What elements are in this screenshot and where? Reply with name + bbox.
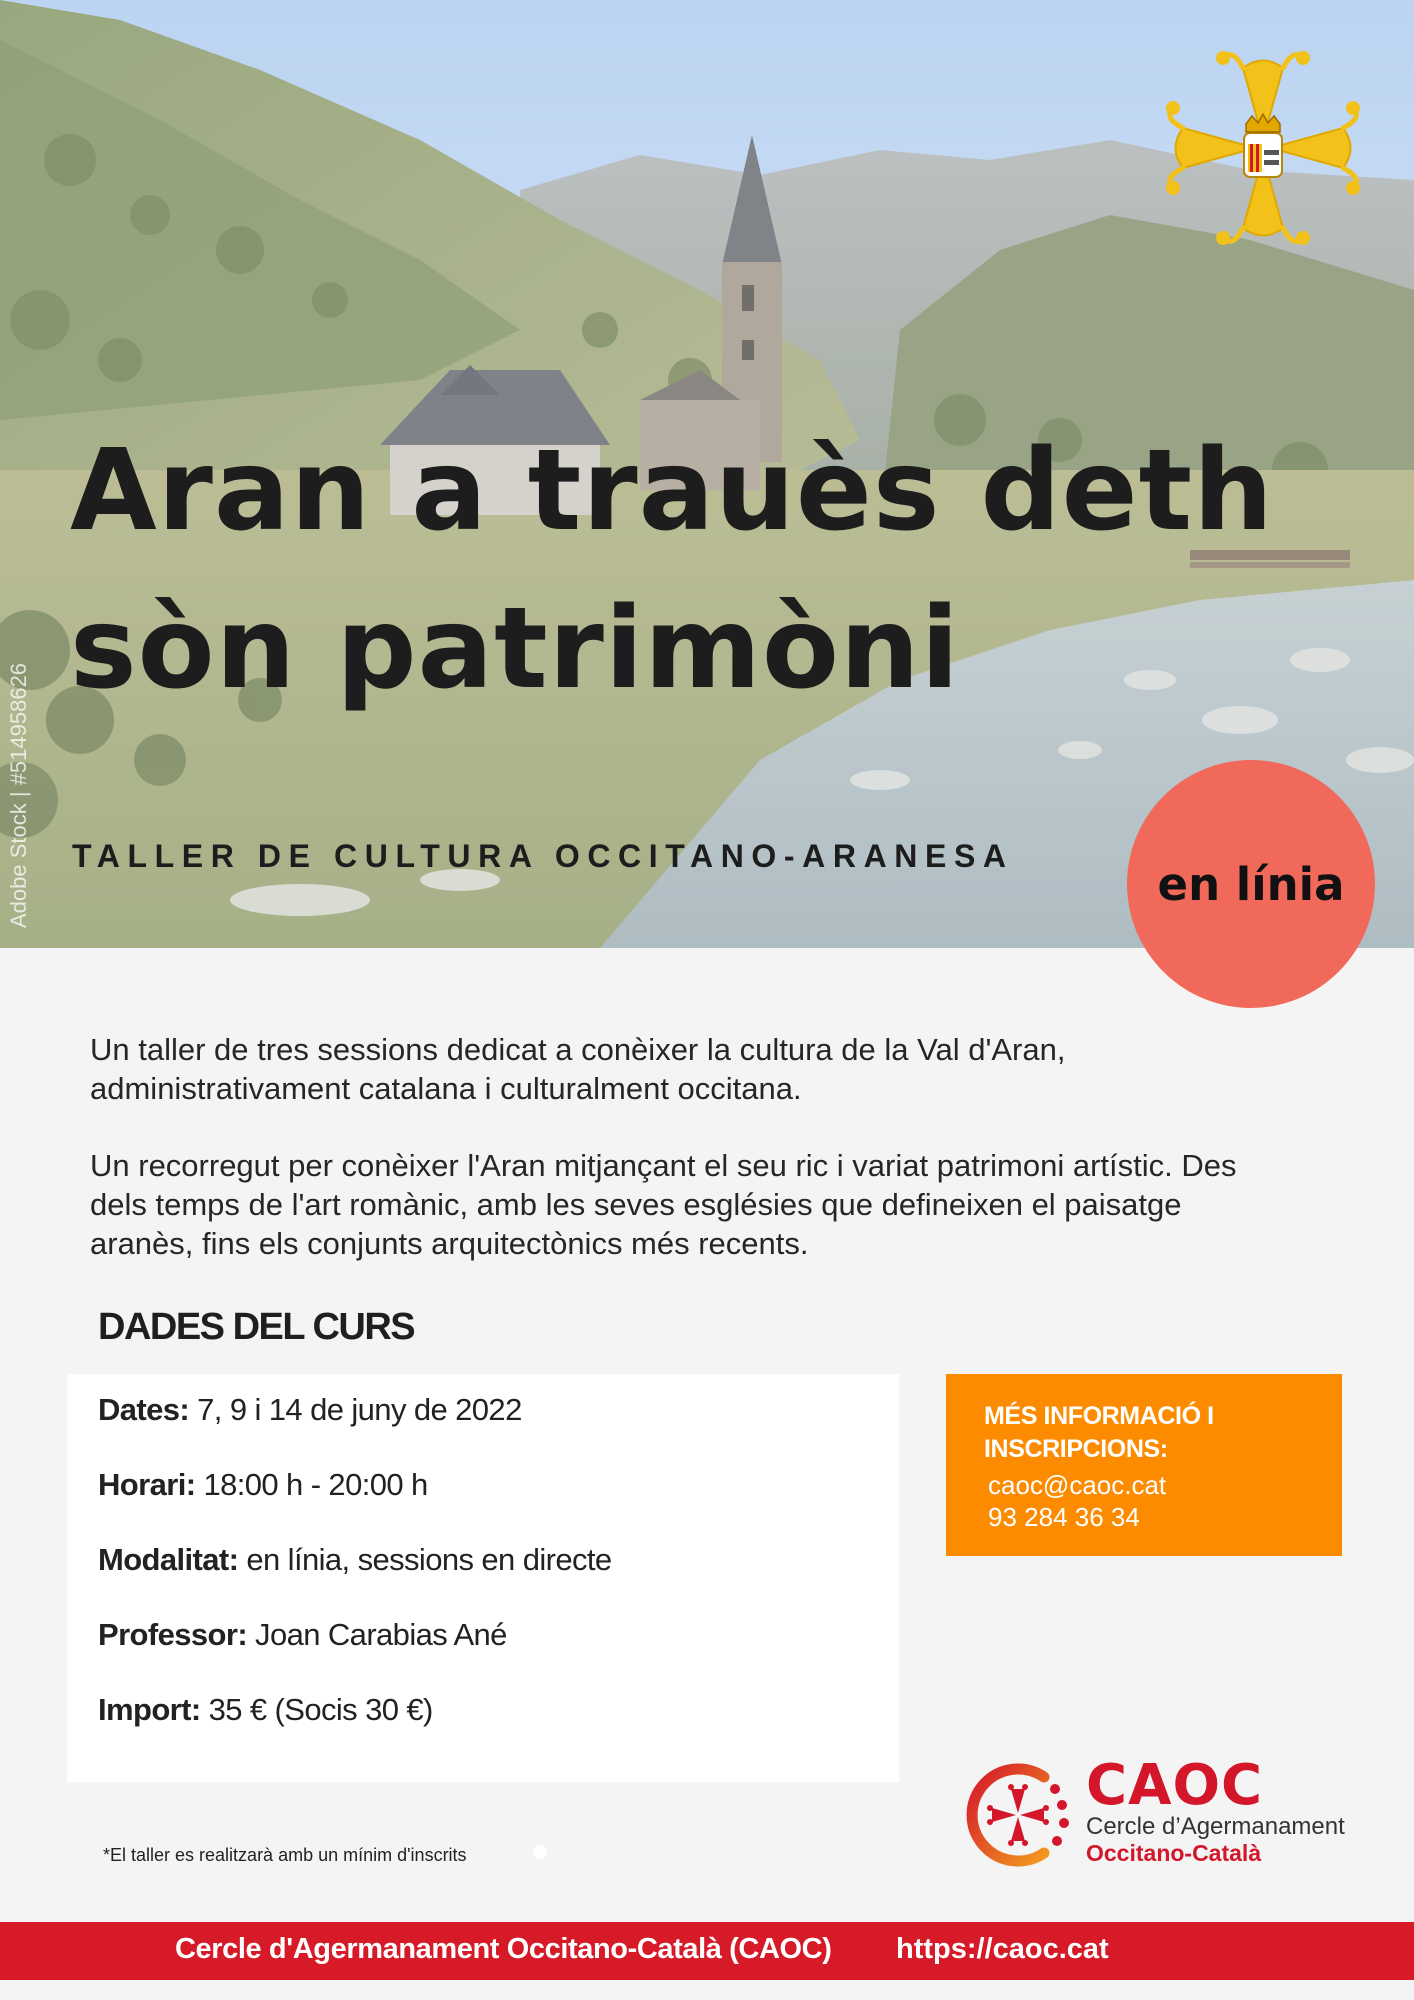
intro-p1-line-1: Un taller de tres sessions dedicat a conèixer la cultura de la Val d'Aran, bbox=[90, 1032, 1066, 1067]
teacher-value: Joan Carabias Ané bbox=[247, 1617, 507, 1652]
caoc-logo bbox=[960, 1755, 1380, 1865]
intro-paragraph-2 bbox=[90, 1146, 1350, 1263]
contact-phone[interactable]: 93 284 36 34 bbox=[988, 1502, 1140, 1532]
footer-organization: Cercle d'Agermanament Occitano-Català (CAOC) bbox=[175, 1933, 832, 1965]
minimum-enrolment-note: *El taller es realitzarà amb un mínim d'inscrits bbox=[103, 1845, 467, 1865]
mode-value: en línia, sessions en directe bbox=[238, 1542, 612, 1577]
teacher-label: Professor: bbox=[98, 1617, 248, 1652]
more-info-title bbox=[984, 1400, 1214, 1466]
course-details-heading: DADES DEL CURS bbox=[98, 1306, 415, 1348]
mode-row bbox=[98, 1542, 612, 1578]
stock-watermark: Adobe Stock | #514958626 bbox=[6, 662, 31, 928]
intro-p2-line-2: dels temps de l'art romànic, amb les seves esglésies que defineixen el paisatge bbox=[90, 1187, 1182, 1222]
contact-email-link[interactable]: caoc@caoc.cat bbox=[988, 1470, 1167, 1500]
price-label: Import: bbox=[98, 1692, 201, 1727]
more-info-title-line-2: INSCRIPCIONS: bbox=[984, 1435, 1168, 1463]
page-title bbox=[70, 412, 1390, 728]
dates-label: Dates: bbox=[98, 1392, 190, 1427]
intro-p2-line-1: Un recorregut per conèixer l'Aran mitjançant el seu ric i variat patrimoni artístic. Des bbox=[90, 1148, 1237, 1183]
more-info-title-line-1: MÉS INFORMACIÓ I bbox=[984, 1402, 1214, 1430]
mode-label: Modalitat: bbox=[98, 1542, 239, 1577]
occitan-cross-with-coat-of-arms-icon bbox=[1138, 28, 1388, 268]
title-line-1: Aran a trauès deth bbox=[70, 426, 1274, 556]
dates-value: 7, 9 i 14 de juny de 2022 bbox=[189, 1392, 522, 1427]
workshop-subtitle: TALLER DE CULTURA OCCITANO-ARANESA bbox=[72, 838, 1014, 874]
schedule-row bbox=[98, 1467, 428, 1503]
occitan-cross-logo-icon bbox=[960, 1755, 1080, 1875]
caoc-logo-line-1: Cercle d’Agermanament bbox=[1086, 1813, 1345, 1840]
dates-row bbox=[98, 1392, 522, 1428]
schedule-label: Horari: bbox=[98, 1467, 196, 1502]
teacher-row bbox=[98, 1617, 507, 1653]
intro-p1-line-2: administrativament catalana i culturalment occitana. bbox=[90, 1071, 802, 1106]
footer-bar bbox=[0, 1922, 1414, 1980]
caoc-logo-line-2: Occitano-Català bbox=[1086, 1840, 1262, 1866]
course-details-panel bbox=[67, 1374, 899, 1782]
price-row bbox=[98, 1692, 433, 1728]
online-badge bbox=[1127, 760, 1375, 1008]
intro-paragraph-1 bbox=[90, 1030, 1350, 1108]
more-info-box bbox=[946, 1374, 1342, 1556]
title-line-2: sòn patrimòni bbox=[70, 584, 961, 714]
caoc-logo-name: CAOC bbox=[1086, 1753, 1264, 1818]
schedule-value: 18:00 h - 20:00 h bbox=[195, 1467, 428, 1502]
online-badge-label: en línia bbox=[1157, 857, 1345, 911]
price-value: 35 € (Socis 30 €) bbox=[200, 1692, 433, 1727]
footer-website-link[interactable]: https://caoc.cat bbox=[896, 1933, 1109, 1965]
intro-p2-line-3: aranès, fins els conjunts arquitectònics més recents. bbox=[90, 1226, 809, 1261]
decorative-dot bbox=[533, 1845, 547, 1859]
